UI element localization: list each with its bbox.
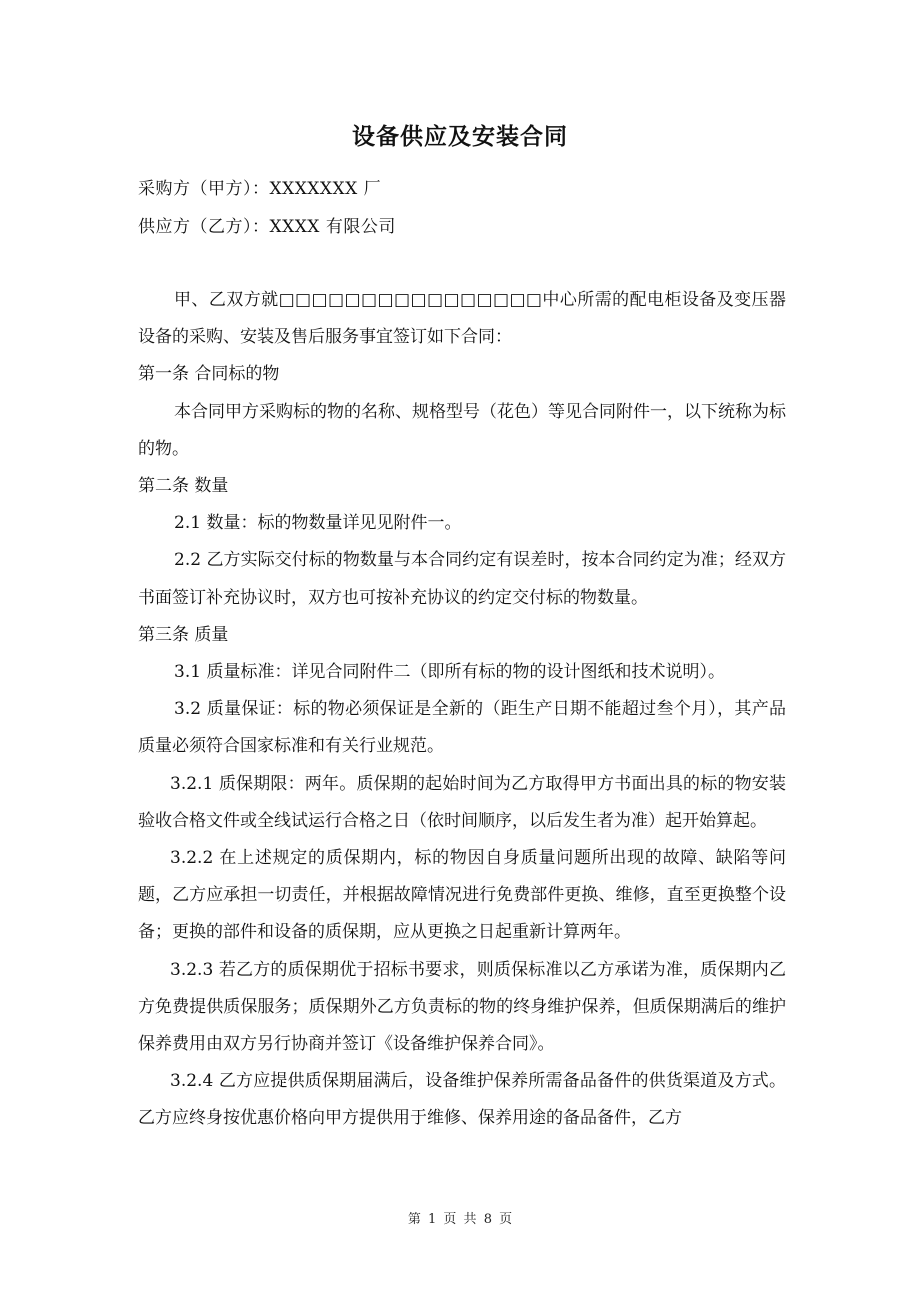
article-1-heading: 第一条 合同标的物: [138, 364, 280, 385]
clause-3-1: 3.1 质量标准：详见合同附件二（即所有标的物的设计图纸和技术说明）。: [174, 662, 725, 683]
clause-3-2: 3.2 质量保证：标的物必须保证是全新的（距生产日期不能超过叁个月），其产品质量必须符合国家标准和有关行业规范。: [138, 699, 786, 757]
preamble-paragraph: 甲、乙双方就□□□□□□□□□□□□□□□□中心所需的配电柜设备及变压器设备的采购、安装及售后服务事宜签订如下合同：: [138, 290, 786, 348]
page-footer: 第 1 页 共 8 页: [407, 1212, 513, 1227]
clause-3-2-4: 3.2.4 乙方应提供质保期届满后，设备维护保养所需备品备件的供货渠道及方式。乙方应终身按优惠价格向甲方提供用于维修、保养用途的备品备件，乙方: [138, 1071, 786, 1129]
clause-3-2-3: 3.2.3 若乙方的质保期优于招标书要求，则质保标准以乙方承诺为准，质保期内乙方免费提供质保服务；质保期外乙方负责标的物的终身维护保养，但质保期满后的维护保养费用由双方另行协商并签订《设备维护保养合同》。: [138, 959, 786, 1055]
clause-3-2-2: 3.2.2 在上述规定的质保期内，标的物因自身质量问题所出现的故障、缺陷等问题，乙方应承担一切责任，并根据故障情况进行免费部件更换、维修，直至更换整个设备；更换的部件和设备的质保期，应从更换之日起重新计算两年。: [138, 848, 786, 943]
article-1-paragraph: 本合同甲方采购标的物的名称、规格型号（花色）等见合同附件一，以下统称为标的物。: [138, 401, 786, 459]
document-title: 设备供应及安装合同: [352, 124, 568, 150]
seller-line: 供应方（乙方）：XXXX 有限公司: [138, 217, 396, 237]
article-3-heading: 第三条 质量: [138, 624, 229, 645]
clause-3-2-1: 3.2.1 质保期限：两年。质保期的起始时间为乙方取得甲方书面出具的标的物安装验收合格文件或全线试运行合格之日（依时间顺序，以后发生者为准）起开始算起。: [138, 773, 786, 831]
clause-2-2: 2.2 乙方实际交付标的物数量与本合同约定有误差时，按本合同约定为准；经双方书面签订补充协议时，双方也可按补充协议的约定交付标的物数量。: [138, 550, 786, 608]
buyer-line: 采购方（甲方）：XXXXXXX 厂: [138, 179, 382, 199]
contract-body: [138, 282, 786, 1138]
clause-2-1: 2.1 数量：标的物数量详见见附件一。: [174, 513, 462, 534]
article-2-heading: 第二条 数量: [138, 476, 229, 497]
